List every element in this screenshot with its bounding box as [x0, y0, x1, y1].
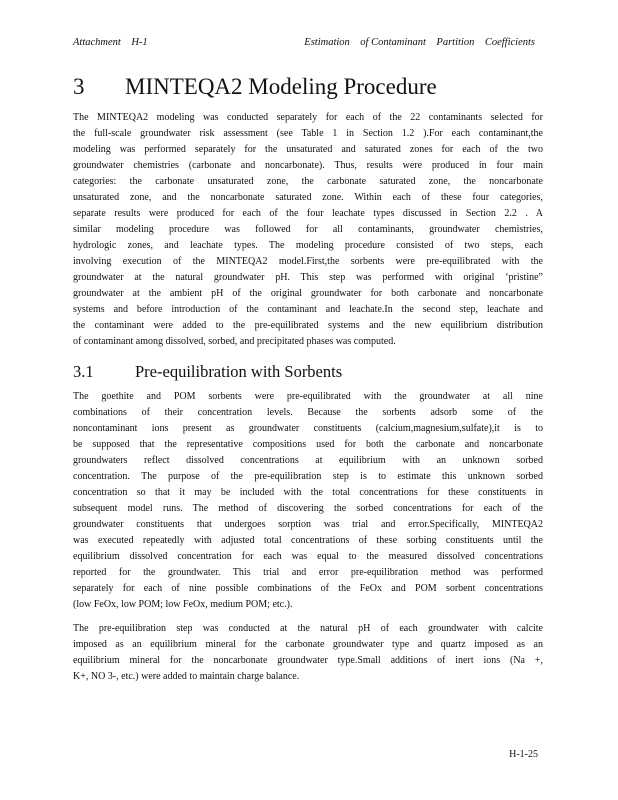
section-3-1-number: 3.1: [73, 362, 94, 381]
text-line: (low FeOx, low POM; low FeOx, medium POM; etc.).: [73, 599, 293, 610]
text-line: similar modeling procedure was followed for all contaminants, groundwater chemistries,: [73, 224, 543, 235]
text-line: groundwater at the ambient pH of the original groundwater for both carbonate and noncarbonate: [73, 288, 543, 299]
text-line: of contaminant among dissolved, sorbed, and precipitated phases was computed.: [73, 336, 396, 347]
text-line: be supposed that the representative compositions used for both the carbonate and noncarbonate: [73, 439, 543, 450]
section-3-number: 3: [73, 74, 85, 99]
header-attachment-label: Attachment H-1: [73, 37, 148, 48]
text-line: groundwater at the natural groundwater pH. This step was performed with original ‘pristine”: [73, 272, 543, 283]
section-3-1-paragraph-2: [73, 621, 543, 685]
text-line: modeling was performed separately for the unsaturated and saturated zones for each of the two: [73, 144, 543, 155]
text-line: The pre-equilibration step was conducted at the natural pH of each groundwater with calcite: [73, 623, 543, 634]
text-line: The MINTEQA2 modeling was conducted separately for each of the 22 contaminants selected for: [73, 112, 543, 123]
text-line: hydrologic zones, and leachate types. The modeling procedure consisted of two steps, each: [73, 240, 543, 251]
text-line: groundwater chemistries (carbonate and noncarbonate). Thus, results were produced in four main: [73, 160, 543, 171]
text-line: systems and before introduction of the contaminant and leachate.In the second step, leachate and: [73, 304, 543, 315]
section-3-heading: [73, 72, 543, 102]
text-line: equilibrium mineral for the noncarbonate groundwater type.Small additions of inert ions (Na +,: [73, 655, 543, 666]
section-3-1-paragraph-1: [73, 389, 543, 613]
text-line: categories: the carbonate unsaturated zone, the carbonate saturated zone, the noncarbonate: [73, 176, 543, 187]
text-line: separate results were produced for each of the four leachate types discussed in Section 2.2 . A: [73, 208, 543, 219]
text-line: The goethite and POM sorbents were pre-equilibrated with the groundwater at all nine: [73, 391, 543, 402]
text-line: noncontaminant ions present as groundwater constituents (calcium,magnesium,sulfate),it is to: [73, 423, 543, 434]
text-line: equilibrium dissolved concentration for each was equal to the measured dissolved concentrations: [73, 551, 543, 562]
header-document-title: Estimation of Contaminant Partition Coefficients: [304, 37, 535, 48]
section-3-1-title: Pre-equilibration with Sorbents: [135, 362, 343, 381]
text-line: the full-scale groundwater risk assessment (see Table 1 in Section 1.2 ).For each contaminant,the: [73, 128, 543, 139]
text-line: concentration. The purpose of the pre-equilibration step is to estimate this unknown sorbed: [73, 471, 543, 482]
text-line: combinations of their concentration levels. Because the sorbents adsorb some of the: [73, 407, 543, 418]
page-number: H-1-25: [509, 749, 538, 760]
text-line: was executed repeatedly with adjusted total concentrations of these sorbing constituents until the: [73, 535, 543, 546]
text-line: groundwaters reflect dissolved concentrations at equilibrium with an unknown sorbed: [73, 455, 543, 466]
text-line: reported for the groundwater. This trial and error pre-equilibration method was performed: [73, 567, 543, 578]
section-3-paragraph: [73, 110, 543, 350]
text-line: involving execution of the MINTEQA2 model.First,the sorbents were pre-equilibrated with the: [73, 256, 543, 267]
text-line: concentration so that it may be included with the total concentrations for these constituents in: [73, 487, 543, 498]
text-line: subsequent model runs. The method of discovering the sorbed concentrations for each of the: [73, 503, 543, 514]
section-3-1-heading: [73, 361, 543, 383]
text-line: unsaturated zone, and the noncarbonate saturated zone. Within each of these four categories,: [73, 192, 543, 203]
text-line: separately for each of nine possible combinations of the FeOx and POM sorbent concentrations: [73, 583, 543, 594]
text-line: imposed as an equilibrium mineral for the carbonate groundwater type and quartz imposed as an: [73, 639, 543, 650]
text-line: groundwater constituents that undergoes sorption was trial and error.Specifically, MINTEQA2: [73, 519, 543, 530]
running-header: [73, 36, 535, 50]
section-3-title: MINTEQA2 Modeling Procedure: [125, 74, 437, 99]
text-line: K+, NO 3-, etc.) were added to maintain charge balance.: [73, 671, 300, 682]
text-line: the contaminant were added to the pre-equilibrated systems and the new equilibrium distribution: [73, 320, 543, 331]
